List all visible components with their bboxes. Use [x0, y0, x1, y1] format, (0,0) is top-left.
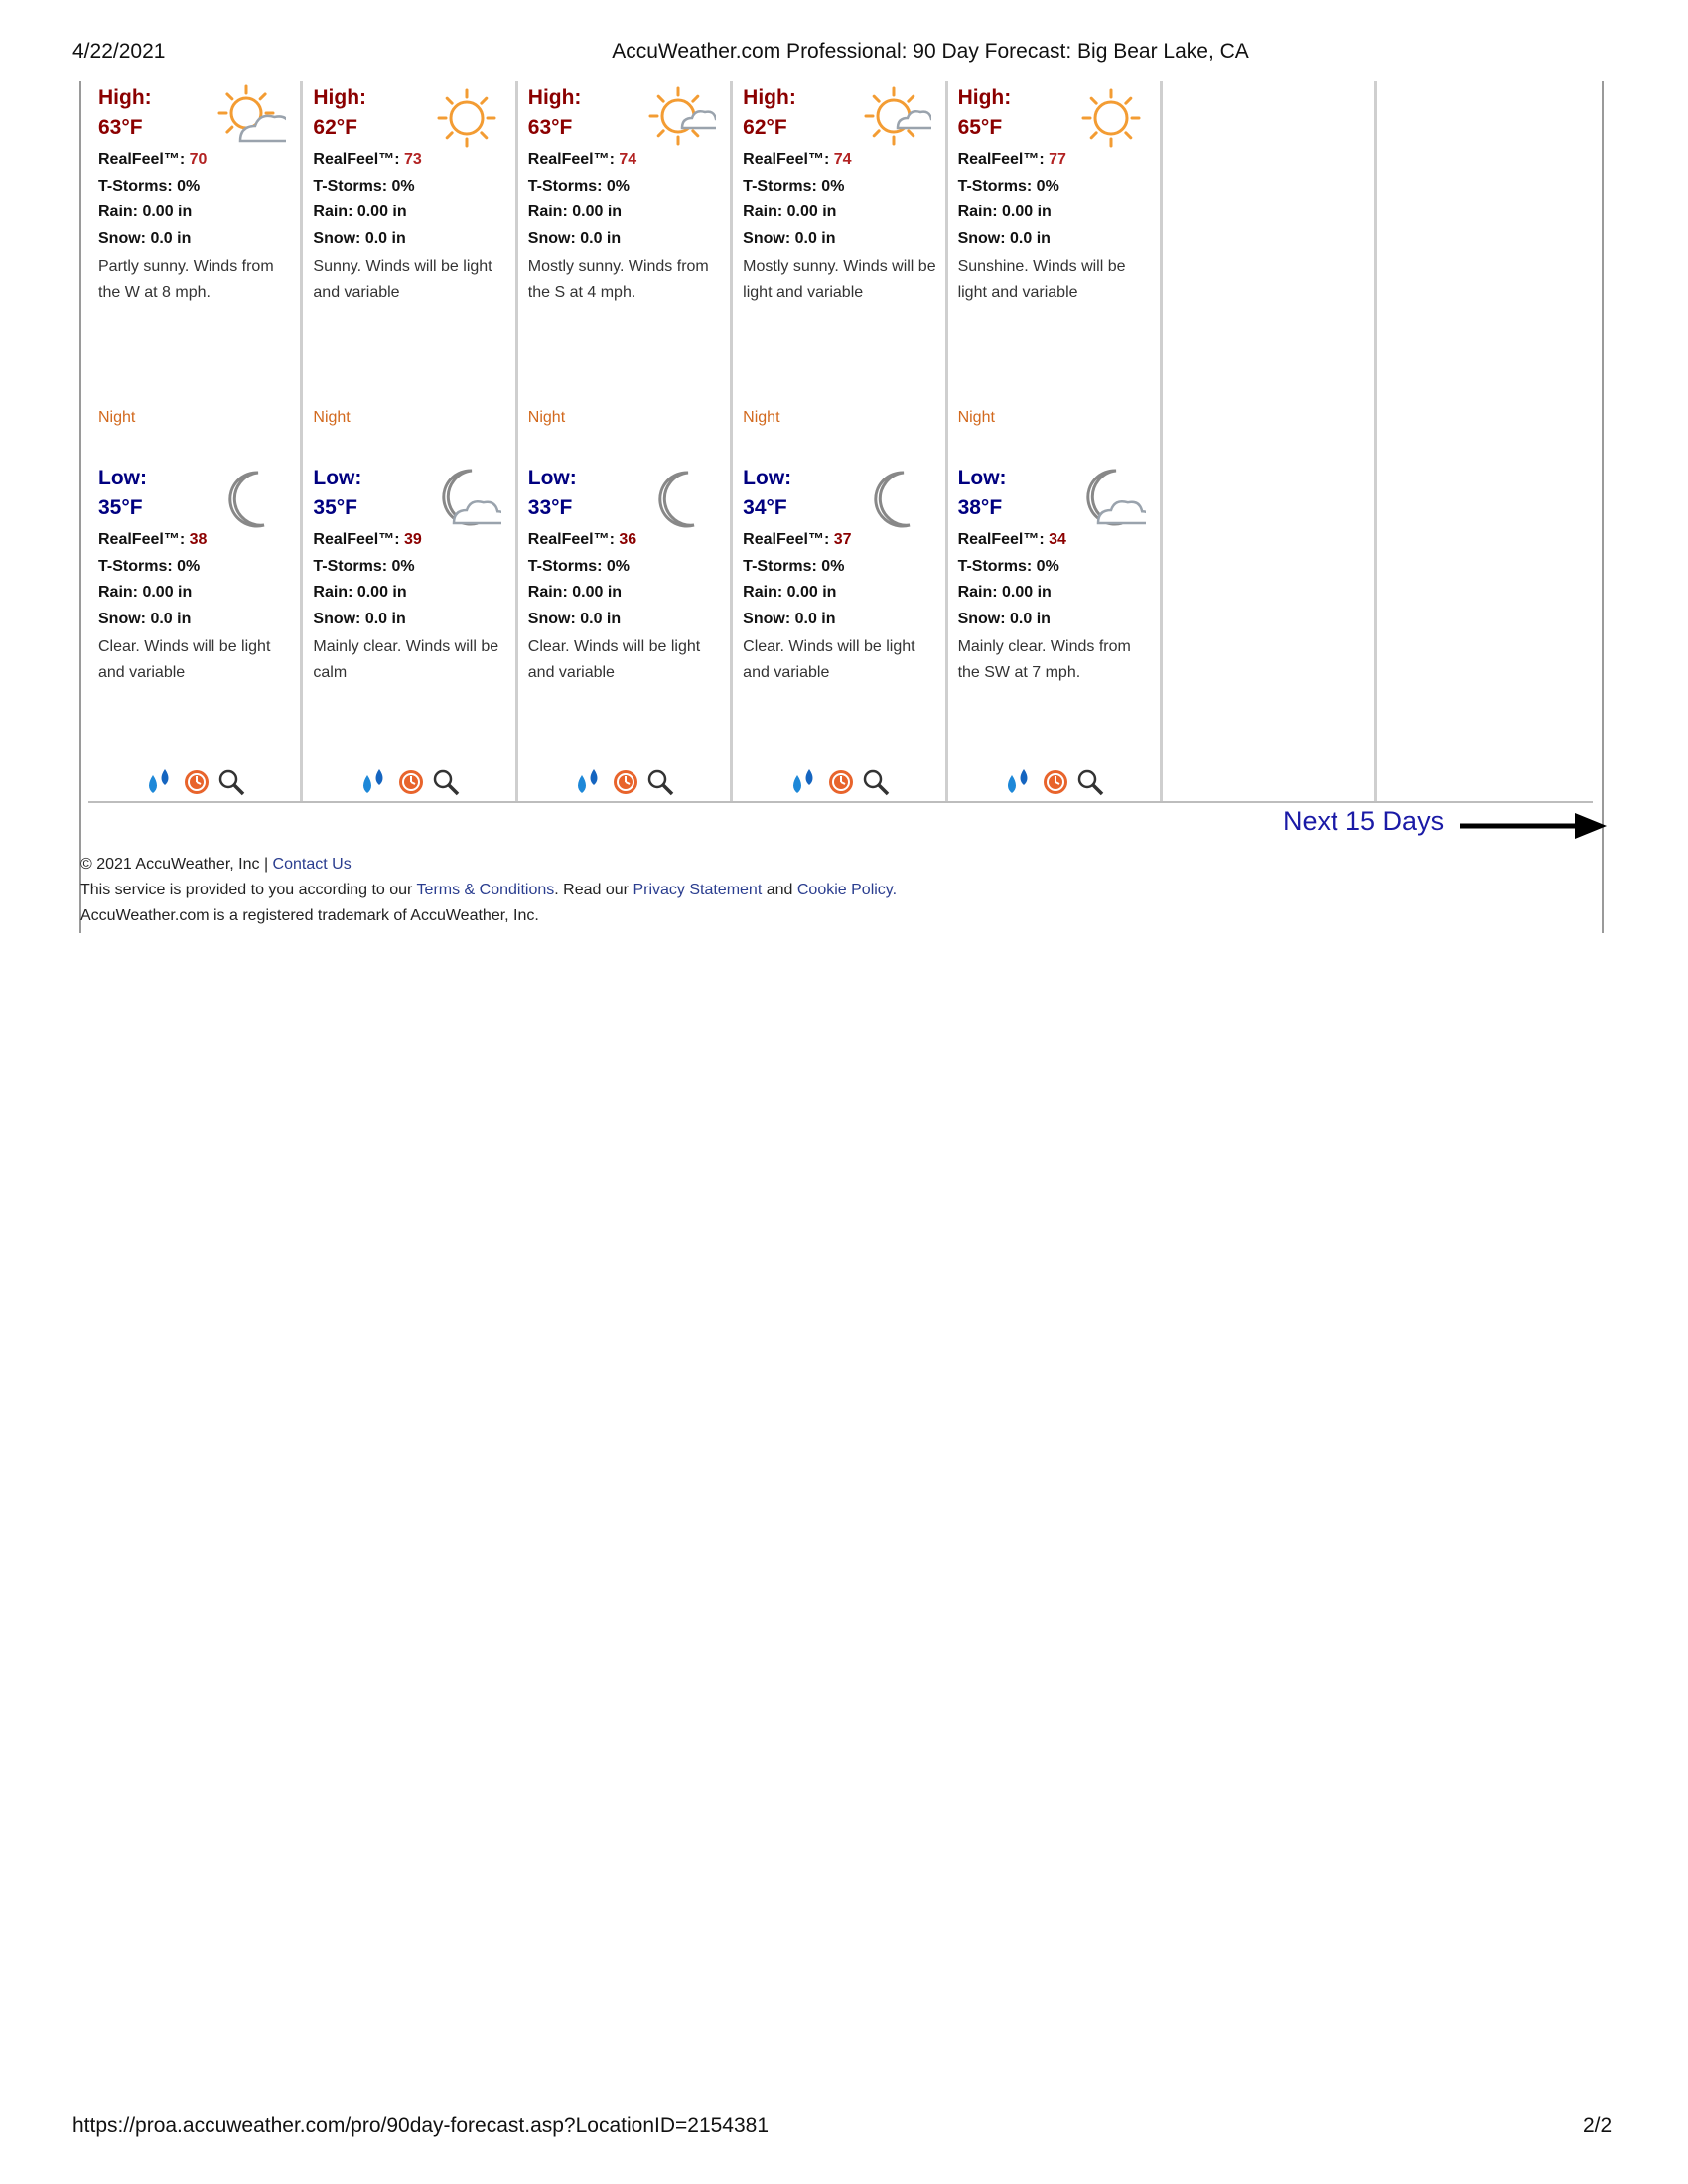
sun-icon: [432, 83, 501, 153]
realfeel-label: RealFeel™:: [98, 531, 186, 548]
cookie-policy-link[interactable]: Cookie Policy: [796, 882, 893, 898]
forecast-day-column: [948, 81, 1163, 801]
snow: Snow: 0.0 in: [743, 229, 836, 247]
low-temperature: 35°F: [313, 496, 357, 519]
day-tools: [733, 765, 944, 799]
tstorms: T-Storms: 0%: [313, 177, 415, 195]
moon-icon: [646, 464, 716, 533]
hourly-clock-icon[interactable]: [612, 768, 639, 796]
day-tools: [88, 765, 300, 799]
tstorms: T-Storms: 0%: [98, 557, 201, 575]
sun-icon: [1076, 83, 1146, 153]
tstorms: T-Storms: 0%: [98, 177, 201, 195]
service-line: [80, 878, 897, 903]
low-temperature: 34°F: [743, 496, 787, 519]
high-temperature: 62°F: [743, 116, 787, 139]
realfeel-label: RealFeel™:: [313, 151, 400, 168]
rain: Rain: 0.00 in: [313, 584, 407, 601]
tstorms: T-Storms: 0%: [743, 557, 845, 575]
night-heading: Night: [743, 409, 780, 426]
forecast-day-column: [518, 81, 733, 801]
tstorms: T-Storms: 0%: [527, 177, 631, 195]
details-magnifier-icon[interactable]: [861, 767, 891, 797]
night-heading: Night: [527, 409, 566, 426]
conditions-description: Mainly clear. Winds will be calm: [313, 638, 499, 681]
terms-link[interactable]: Terms & Conditions: [416, 882, 555, 898]
page-url: https://proa.accuweather.com/pro/90day-forecast.asp?LocationID=2154381: [72, 2115, 770, 2137]
forecast-day-column: [88, 81, 303, 801]
empty-day-column: [1163, 81, 1377, 801]
day-forecast: [98, 83, 294, 306]
snow: Snow: 0.0 in: [313, 610, 406, 627]
high-label: High:: [98, 86, 152, 109]
precipitation-drops-icon[interactable]: [572, 767, 606, 797]
day-forecast: [313, 83, 508, 306]
details-magnifier-icon[interactable]: [216, 767, 246, 797]
high-label: High:: [527, 86, 582, 109]
low-label: Low:: [527, 467, 577, 489]
rain: Rain: 0.00 in: [98, 204, 193, 220]
tstorms: T-Storms: 0%: [957, 557, 1059, 575]
conditions-description: Partly sunny. Winds from the W at 8 mph.: [98, 258, 274, 301]
copyright-text: © 2021 AccuWeather, Inc |: [80, 856, 269, 873]
next-15-days-link[interactable]: Next 15 Days: [1283, 806, 1445, 836]
realfeel-value: 73: [403, 151, 422, 168]
conditions-description: Sunshine. Winds will be light and variable: [957, 258, 1126, 301]
legal-notice: [80, 852, 897, 929]
realfeel-label: RealFeel™:: [743, 531, 830, 548]
day-forecast: [958, 83, 1154, 306]
rain: Rain: 0.00 in: [527, 204, 623, 220]
precipitation-drops-icon[interactable]: [357, 767, 391, 797]
and-text: and: [766, 882, 793, 898]
forecast-day-column: [733, 81, 947, 801]
realfeel-value: 74: [619, 151, 637, 168]
realfeel-label: RealFeel™:: [957, 151, 1045, 168]
realfeel-label: RealFeel™:: [957, 531, 1045, 548]
rain: Rain: 0.00 in: [743, 584, 837, 601]
mostly-sunny-icon: [862, 83, 931, 153]
contact-us-link[interactable]: Contact Us: [272, 856, 352, 873]
low-temperature: 35°F: [98, 496, 143, 519]
forecast-grid: [88, 81, 1593, 803]
realfeel-label: RealFeel™:: [98, 151, 186, 168]
tstorms: T-Storms: 0%: [743, 177, 845, 195]
realfeel-value: 36: [619, 531, 637, 548]
tstorms: T-Storms: 0%: [527, 557, 631, 575]
realfeel-label: RealFeel™:: [527, 151, 615, 168]
rain: Rain: 0.00 in: [313, 204, 407, 220]
moon-icon: [862, 464, 931, 533]
night-forecast: [313, 464, 508, 686]
details-magnifier-icon[interactable]: [1075, 767, 1105, 797]
hourly-clock-icon[interactable]: [397, 768, 425, 796]
realfeel-label: RealFeel™:: [313, 531, 400, 548]
realfeel-label: RealFeel™:: [527, 531, 615, 548]
high-temperature: 62°F: [313, 116, 357, 139]
copyright-line: [80, 852, 897, 878]
moon-icon: [216, 464, 286, 533]
day-tools: [518, 765, 730, 799]
high-label: High:: [313, 86, 367, 109]
snow: Snow: 0.0 in: [313, 229, 406, 247]
high-temperature: 65°F: [957, 116, 1003, 139]
conditions-description: Mostly sunny. Winds from the S at 4 mph.: [527, 258, 709, 301]
forecast-day-column: [303, 81, 517, 801]
high-temperature: 63°F: [527, 116, 573, 139]
snow: Snow: 0.0 in: [527, 229, 622, 247]
conditions-description: Mainly clear. Winds from the SW at 7 mph.: [957, 638, 1131, 681]
print-date: 4/22/2021: [72, 40, 166, 63]
cookie-period: .: [892, 882, 898, 898]
high-temperature: 63°F: [98, 116, 143, 139]
page-number: 2/2: [1583, 2115, 1613, 2137]
realfeel-value: 34: [1049, 531, 1066, 548]
low-temperature: 33°F: [527, 496, 573, 519]
moon-cloud-icon: [1076, 464, 1146, 533]
realfeel-value: 74: [833, 151, 852, 168]
low-label: Low:: [313, 467, 362, 489]
conditions-description: Sunny. Winds will be light and variable: [313, 258, 492, 301]
hourly-clock-icon[interactable]: [1042, 768, 1069, 796]
high-label: High:: [743, 86, 796, 109]
snow: Snow: 0.0 in: [957, 229, 1051, 247]
conditions-description: Clear. Winds will be light and variable: [98, 638, 271, 681]
day-forecast: [743, 83, 938, 306]
read-our-text: . Read our: [554, 882, 629, 898]
snow: Snow: 0.0 in: [743, 610, 836, 627]
trademark-line: AccuWeather.com is a registered trademark of AccuWeather, Inc.: [80, 907, 539, 924]
conditions-description: Clear. Winds will be light and variable: [527, 638, 701, 681]
precipitation-drops-icon[interactable]: [143, 767, 177, 797]
realfeel-value: 77: [1049, 151, 1066, 168]
rain: Rain: 0.00 in: [957, 204, 1052, 220]
night-heading: Night: [957, 409, 995, 426]
low-label: Low:: [743, 467, 792, 489]
conditions-description: Mostly sunny. Winds will be light and variable: [743, 258, 936, 301]
mostly-sunny-icon: [646, 83, 716, 153]
realfeel-value: 39: [403, 531, 422, 548]
night-forecast: [958, 464, 1154, 686]
high-label: High:: [957, 86, 1012, 109]
details-magnifier-icon[interactable]: [431, 767, 461, 797]
low-label: Low:: [957, 467, 1007, 489]
night-forecast: [528, 464, 724, 686]
conditions-description: Clear. Winds will be light and variable: [743, 638, 915, 681]
page-title: AccuWeather.com Professional: 90 Day Forecast: Big Bear Lake, CA: [612, 40, 1249, 63]
night-heading: Night: [313, 409, 351, 426]
service-text: This service is provided to you according to our: [80, 882, 413, 898]
realfeel-value: 38: [189, 531, 208, 548]
snow: Snow: 0.0 in: [527, 610, 622, 627]
snow: Snow: 0.0 in: [98, 229, 192, 247]
rain: Rain: 0.00 in: [743, 204, 837, 220]
precipitation-drops-icon[interactable]: [787, 767, 821, 797]
hourly-clock-icon[interactable]: [183, 768, 211, 796]
day-tools: [303, 765, 514, 799]
empty-day-column: [1377, 81, 1592, 801]
low-label: Low:: [98, 467, 147, 489]
tstorms: T-Storms: 0%: [957, 177, 1059, 195]
partly-sunny-icon: [216, 83, 286, 153]
day-forecast: [528, 83, 724, 306]
rain: Rain: 0.00 in: [98, 584, 193, 601]
right-arrow-icon[interactable]: [1460, 811, 1607, 841]
privacy-link[interactable]: Privacy Statement: [633, 882, 763, 898]
low-temperature: 38°F: [957, 496, 1003, 519]
night-heading: Night: [98, 409, 136, 426]
tstorms: T-Storms: 0%: [313, 557, 415, 575]
hourly-clock-icon[interactable]: [827, 768, 855, 796]
snow: Snow: 0.0 in: [98, 610, 192, 627]
snow: Snow: 0.0 in: [957, 610, 1051, 627]
precipitation-drops-icon[interactable]: [1002, 767, 1036, 797]
realfeel-value: 70: [189, 151, 208, 168]
realfeel-label: RealFeel™:: [743, 151, 830, 168]
details-magnifier-icon[interactable]: [645, 767, 675, 797]
moon-cloud-icon: [432, 464, 501, 533]
night-forecast: [98, 464, 294, 686]
night-forecast: [743, 464, 938, 686]
realfeel-value: 37: [833, 531, 852, 548]
rain: Rain: 0.00 in: [957, 584, 1052, 601]
rain: Rain: 0.00 in: [527, 584, 623, 601]
day-tools: [948, 765, 1160, 799]
